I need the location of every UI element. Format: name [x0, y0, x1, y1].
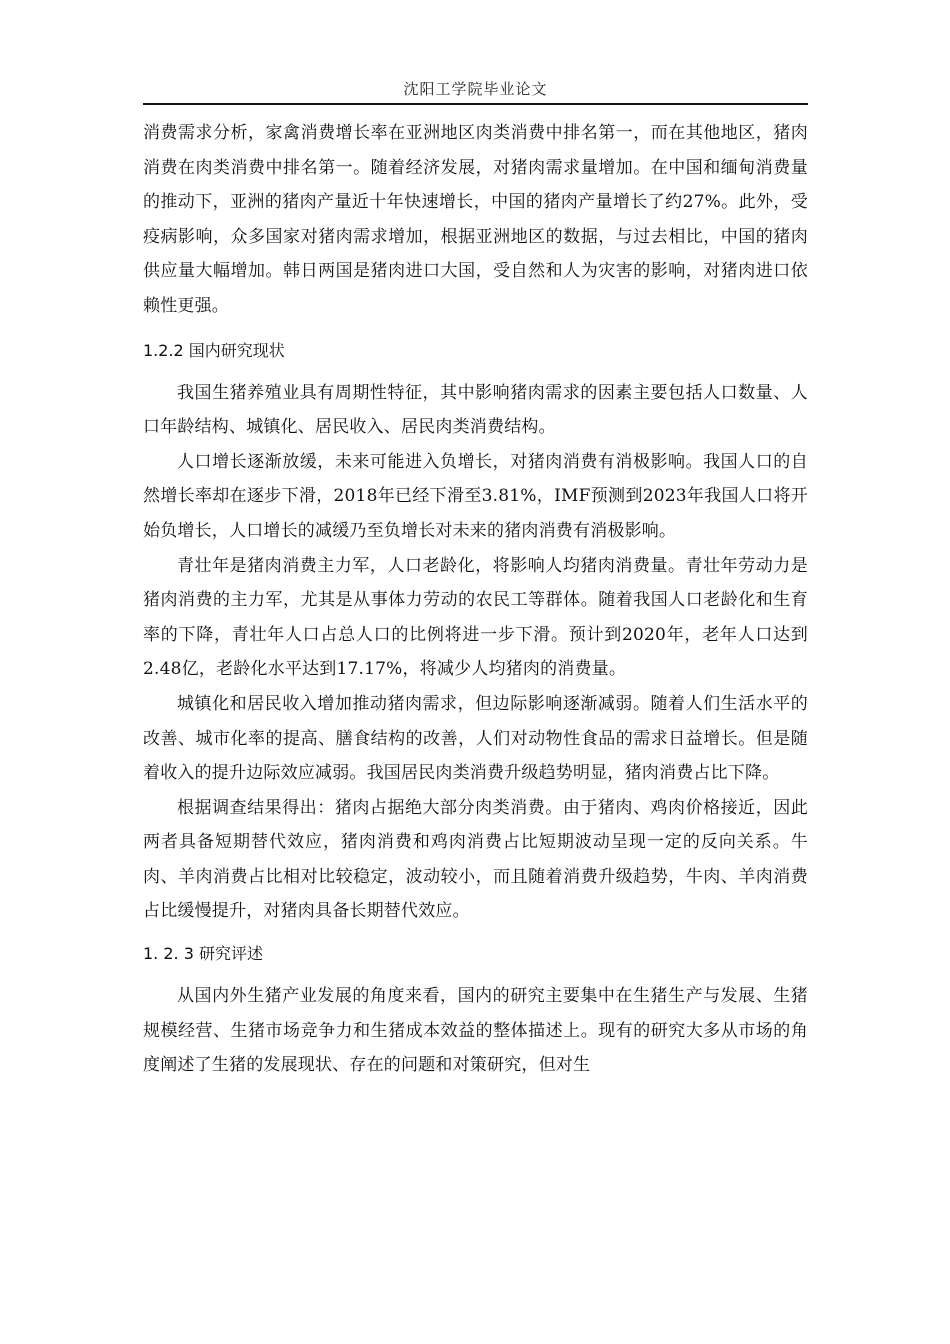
header-rule	[143, 103, 808, 105]
paragraph: 人口增长逐渐放缓，未来可能进入负增长，对猪肉消费有消极影响。我国人口的自然增长率却在逐步下滑，2018年已经下滑至3.81%，IMF预测到2023年我国人口将开始负增长，人口增长的减缓乃至负增长对未来的猪肉消费有消极影响。	[143, 451, 808, 541]
section-heading-1-2-3: 1. 2. 3 研究评述	[143, 944, 263, 964]
paragraph: 根据调查结果得出：猪肉占据绝大部分肉类消费。由于猪肉、鸡肉价格接近，因此两者具备短期替代效应，猪肉消费和鸡肉消费占比短期波动呈现一定的反向关系。牛肉、羊肉消费占比相对比较稳定，波动较小，而且随着消费升级趋势，牛肉、羊肉消费占比缓慢提升，对猪肉具备长期替代效应。	[143, 797, 808, 922]
paragraph: 青壮年是猪肉消费主力军，人口老龄化，将影响人均猪肉消费量。青壮年劳动力是猪肉消费的主力军，尤其是从事体力劳动的农民工等群体。随着我国人口老龄化和生育率的下降，青壮年人口占总人口的比例将进一步下滑。预计到2020年，老年人口达到2.48亿，老龄化水平达到17.17%，将减少人均猪肉的消费量。	[143, 555, 808, 680]
running-header: 沈阳工学院毕业论文	[403, 80, 548, 98]
paragraph: 城镇化和居民收入增加推动猪肉需求，但边际影响逐渐减弱。随着人们生活水平的改善、城市化率的提高、膳食结构的改善，人们对动物性食品的需求日益增长。但是随着收入的提升边际效应减弱。我国居民肉类消费升级趋势明显，猪肉消费占比下降。	[143, 693, 808, 784]
body-text	[143, 116, 808, 1083]
paragraph-continuation: 消费需求分析，家禽消费增长率在亚洲地区肉类消费中排名第一，而在其他地区，猪肉消费在肉类消费中排名第一。随着经济发展，对猪肉需求量增加。在中国和缅甸消费量的推动下，亚洲的猪肉产量近十年快速增长，中国的猪肉产量增长了约27%。此外，受疫病影响，众多国家对猪肉需求增加，根据亚洲地区的数据，与过去相比，中国的猪肉供应量大幅增加。韩日两国是猪肉进口大国，受自然和人为灾害的影响，对猪肉进口依赖性更强。	[143, 123, 808, 316]
paragraph: 从国内外生猪产业发展的角度来看，国内的研究主要集中在生猪生产与发展、生猪规模经营、生猪市场竞争力和生猪成本效益的整体描述上。现有的研究大多从市场的角度阐述了生猪的发展现状、存在的问题和对策研究，但对生	[143, 986, 808, 1076]
section-heading-1-2-2: 1.2.2 国内研究现状	[143, 340, 285, 360]
paragraph: 我国生猪养殖业具有周期性特征，其中影响猪肉需求的因素主要包括人口数量、人口年龄结构、城镇化、居民收入、居民肉类消费结构。	[143, 382, 808, 438]
